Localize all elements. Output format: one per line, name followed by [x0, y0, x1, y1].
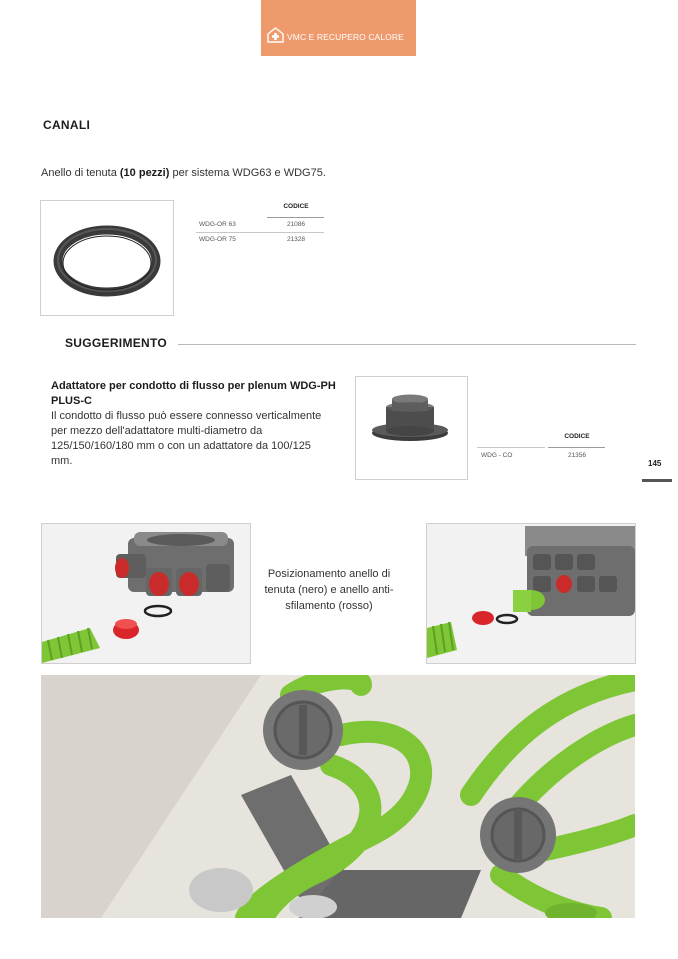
header-category-tab	[261, 0, 416, 56]
ring-table-model: WDG-OR 75	[199, 236, 236, 243]
adapter-table-header-rule	[548, 447, 605, 448]
ring-table-code: 21086	[286, 221, 306, 228]
house-plus-icon	[267, 27, 284, 43]
ring-table-code: 21328	[286, 236, 306, 243]
ring-description-bold: (10 pezzi)	[119, 167, 170, 179]
suggestion-divider	[178, 344, 636, 345]
flow-adapter-image	[355, 376, 468, 480]
ceiling-installation-photo	[41, 675, 635, 918]
adapter-table-model: WDG - CO	[481, 452, 513, 459]
plenum-rings-photo	[41, 523, 251, 664]
ring-table-header-rule	[267, 217, 324, 218]
adapter-product-text: Il condotto di flusso può essere connesso verticalmente per mezzo dell'adattatore multi-diametro da 125/150/160/180 mm o con un adattatore da 100/125 mm.	[51, 410, 322, 467]
header-tab-label: VMC E RECUPERO CALORE	[287, 32, 404, 42]
ring-table-row-rule	[196, 232, 324, 233]
ring-description-pre: Anello di tenuta	[41, 167, 120, 179]
adapter-table-left-rule	[477, 447, 545, 448]
page-number-bar	[642, 479, 672, 482]
photo-caption: Posizionamento anello di tenuta (nero) e anello anti-sfilamento (rosso)	[264, 568, 394, 612]
sealing-ring-image	[40, 200, 174, 316]
page-number: 145	[648, 459, 662, 468]
ring-table-model: WDG-OR 63	[199, 221, 236, 228]
plenum-install-photo	[426, 523, 636, 664]
ring-table-header: CODICE	[283, 203, 309, 210]
adapter-table-header: CODICE	[564, 433, 590, 440]
adapter-table-code: 21356	[567, 452, 587, 459]
ring-description-post: per sistema WDG63 e WDG75.	[169, 167, 326, 179]
suggestion-title: SUGGERIMENTO	[65, 336, 168, 350]
section-title: CANALI	[43, 118, 91, 132]
ring-description	[41, 165, 341, 181]
adapter-product-title: Adattatore per condotto di flusso per plenum WDG-PH PLUS-C	[51, 380, 336, 407]
